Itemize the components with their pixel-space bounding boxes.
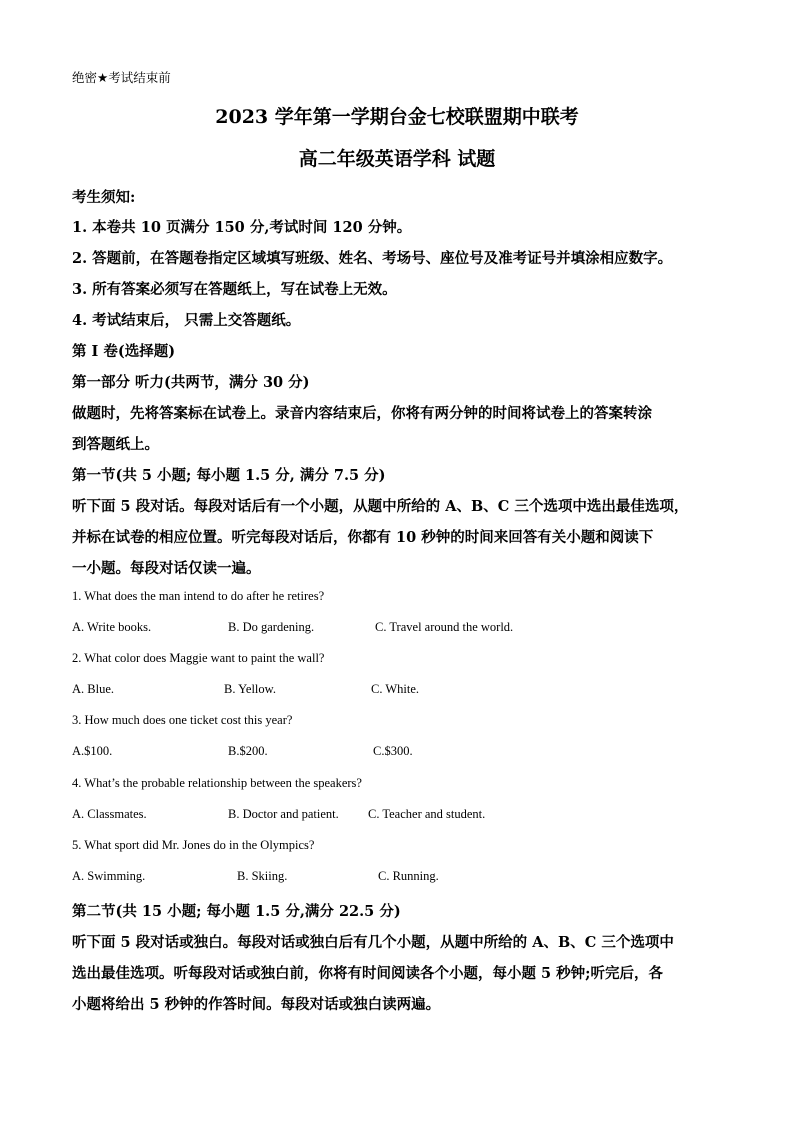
question-2-stem: 2. What color does Maggie want to paint the wall? — [72, 651, 325, 665]
question-3-option-b: B.$200. — [228, 744, 268, 758]
section1-intro-line-3: 一小题。每段对话仅读一遍。 — [72, 560, 261, 577]
question-2-option-b: B. Yellow. — [224, 682, 276, 696]
question-5-stem: 5. What sport did Mr. Jones do in the Olympics? — [72, 838, 315, 852]
notice-item-2: 2. 答题前，在答题卷指定区域填写班级、姓名、考场号、座位号及准考证号并填涂相应数字。 — [72, 250, 673, 267]
question-4-option-b: B. Doctor and patient. — [228, 807, 339, 821]
question-4-stem: 4. What’s the probable relationship between the speakers? — [72, 776, 362, 790]
section1-heading: 第一节(共 5 小题; 每小题 1.5 分, 满分 7.5 分) — [72, 467, 386, 484]
question-3-stem: 3. How much does one ticket cost this year? — [72, 713, 293, 727]
notice-heading: 考生须知: — [72, 189, 136, 206]
section2-intro-line-3: 小题将给出 5 秒钟的作答时间。每段对话或独白读两遍。 — [72, 996, 441, 1013]
question-1-stem: 1. What does the man intend to do after he retires? — [72, 589, 325, 603]
notice-item-1: 1. 本卷共 10 页满分 150 分,考试时间 120 分钟。 — [72, 219, 412, 236]
secret-label: 绝密★考试结束前 — [72, 70, 171, 85]
question-4-option-a: A. Classmates. — [72, 807, 147, 821]
question-5-option-b: B. Skiing. — [237, 869, 288, 883]
question-2-option-c: C. White. — [371, 682, 420, 696]
section2-intro-line-1: 听下面 5 段对话或独白。每段对话或独白后有几个小题，从题中所给的 A、B、C 三个选项中 — [72, 934, 674, 951]
question-3-option-c: C.$300. — [373, 744, 413, 758]
question-2-option-a: A. Blue. — [72, 682, 115, 696]
part1-intro-line-2: 到答题纸上。 — [72, 436, 159, 453]
notice-item-4: 4. 考试结束后， 只需上交答题纸。 — [72, 312, 301, 329]
section2-heading: 第二节(共 15 小题; 每小题 1.5 分,满分 22.5 分) — [72, 903, 401, 920]
part1-heading: 第一部分 听力(共两节，满分 30 分) — [72, 374, 310, 391]
section1-intro-line-2: 并标在试卷的相应位置。听完每段对话后，你都有 10 秒钟的时间来回答有关小题和阅读下 — [72, 529, 654, 546]
volume-heading: 第 I 卷(选择题) — [72, 343, 176, 360]
section2-intro-line-2: 选出最佳选项。听每段对话或独白前，你将有时间阅读各个小题，每小题 5 秒钟;听完后，各 — [72, 965, 664, 982]
exam-title: 2023 学年第一学期台金七校联盟期中联考 — [215, 106, 579, 128]
part1-intro-line-1: 做题时，先将答案标在试卷上。录音内容结束后，你将有两分钟的时间将试卷上的答案转涂 — [72, 405, 652, 422]
question-5-option-a: A. Swimming. — [72, 869, 146, 883]
question-1-option-c: C. Travel around the world. — [375, 620, 514, 634]
notice-item-3: 3. 所有答案必须写在答题纸上，写在试卷上无效。 — [72, 281, 397, 298]
question-4-option-c: C. Teacher and student. — [368, 807, 486, 821]
question-1-option-a: A. Write books. — [72, 620, 152, 634]
section1-intro-line-1: 听下面 5 段对话。每段对话后有一个小题，从题中所给的 A、B、C 三个选项中选出最佳选项， — [72, 498, 689, 515]
question-3-option-a: A.$100. — [72, 744, 113, 758]
exam-subtitle: 高二年级英语学科 试题 — [298, 148, 496, 170]
question-1-option-b: B. Do gardening. — [228, 620, 315, 634]
question-5-option-c: C. Running. — [378, 869, 439, 883]
